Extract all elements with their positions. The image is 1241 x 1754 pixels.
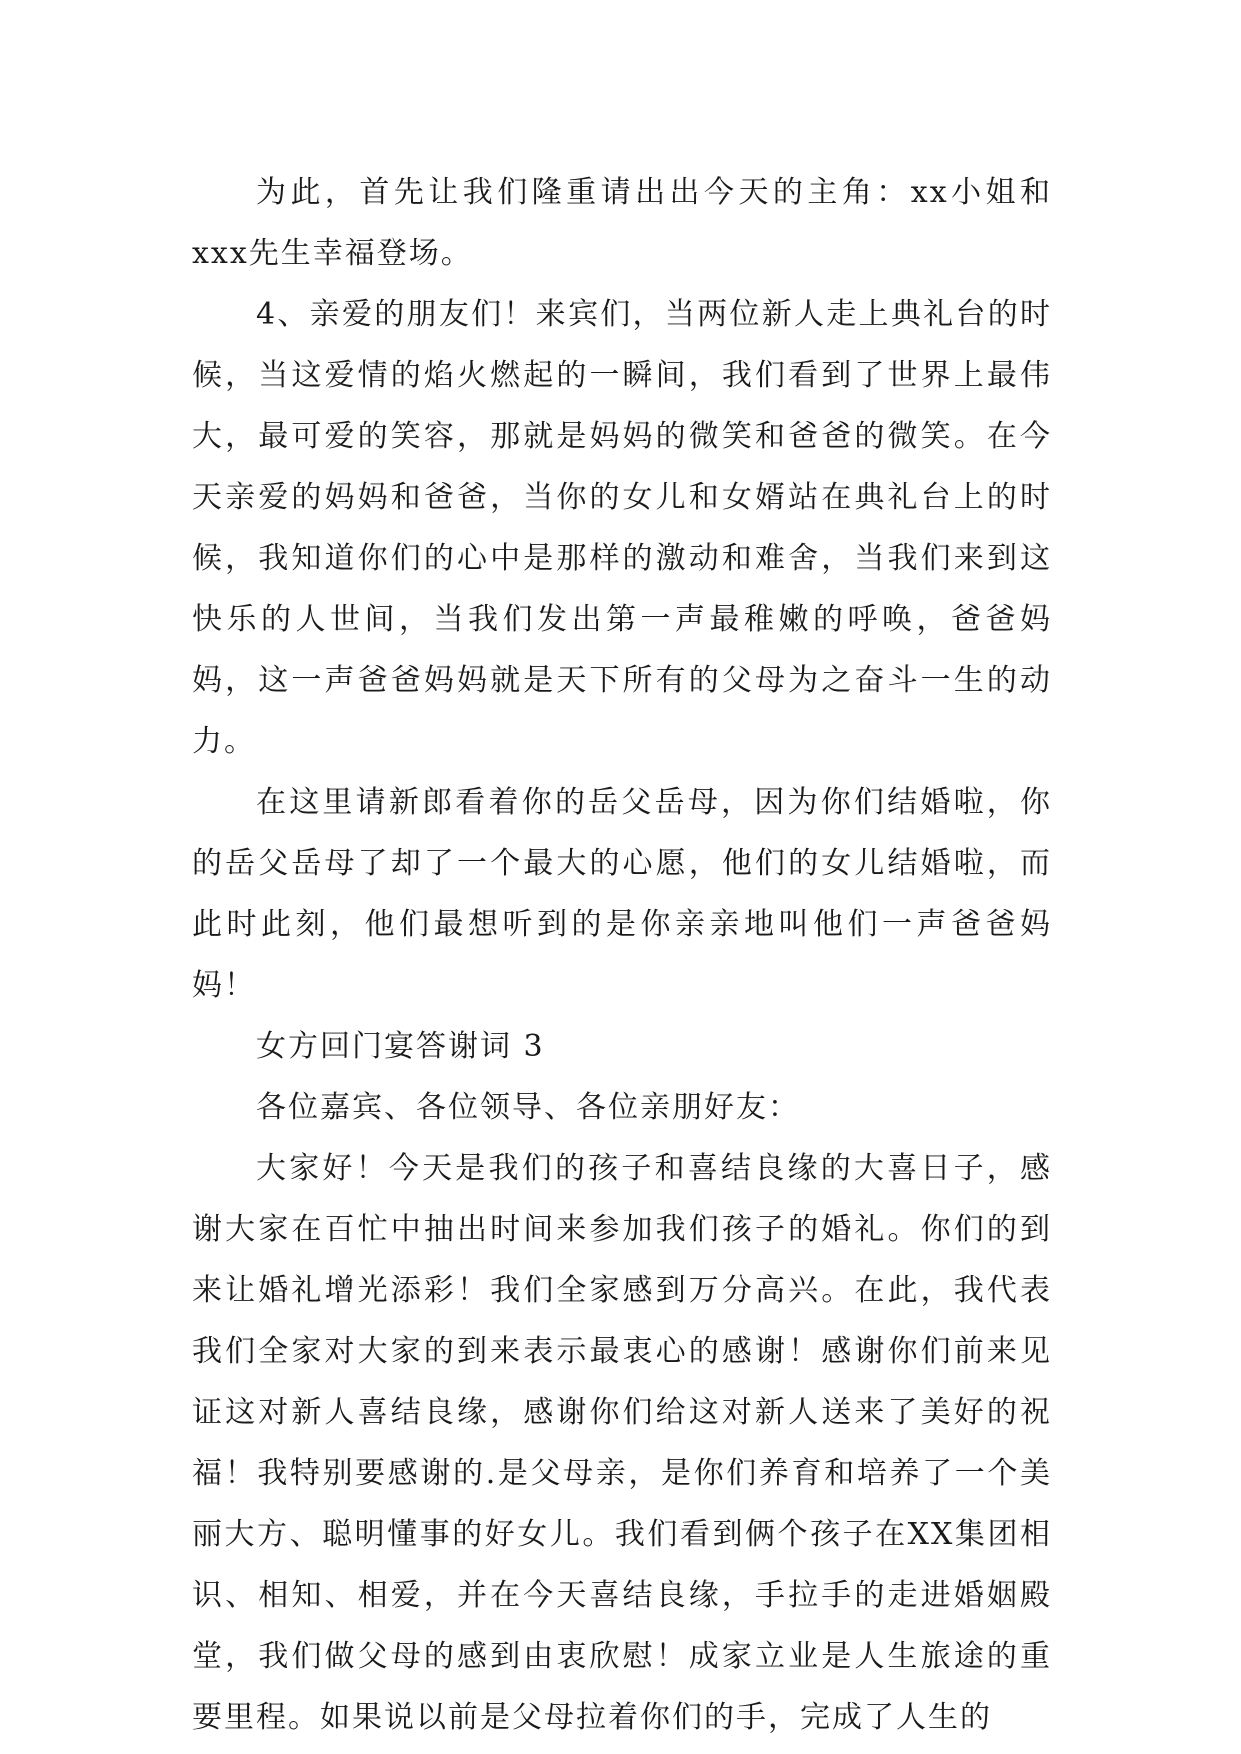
document-body	[192, 162, 1052, 1748]
paragraph-thanks: 大家好！今天是我们的孩子和喜结良缘的大喜日子，感谢大家在百忙中抽出时间来参加我们孩子的婚礼。你们的到来让婚礼增光添彩！我们全家感到万分高兴。在此，我代表我们全家对大家的到来表示最衷心的感谢！感谢你们前来见证这对新人喜结良缘，感谢你们给这对新人送来了美好的祝福！我特别要感谢的.是父母亲，是你们养育和培养了一个美丽大方、聪明懂事的好女儿。我们看到俩个孩子在XX集团相识、相知、相爱，并在今天喜结良缘，手拉手的走进婚姻殿堂，我们做父母的感到由衷欣慰！成家立业是人生旅途的重要里程。如果说以前是父母拉着你们的手，完成了人生的	[192, 1151, 1052, 1735]
paragraph-groom-address: 在这里请新郎看着你的岳父岳母，因为你们结婚啦，你的岳父岳母了却了一个最大的心愿，他们的女儿结婚啦，而此时此刻，他们最想听到的是你亲亲地叫他们一声爸爸妈妈！	[192, 785, 1052, 1003]
paragraph-intro: 为此，首先让我们隆重请出出今天的主角：xx小姐和xxx先生幸福登场。	[192, 175, 1052, 271]
greeting-line: 各位嘉宾、各位领导、各位亲朋好友：	[256, 1090, 800, 1125]
paragraph-parents-speech: 4、亲爱的朋友们！来宾们，当两位新人走上典礼台的时候，当这爱情的焰火燃起的一瞬间，我们看到了世界上最伟大，最可爱的笑容，那就是妈妈的微笑和爸爸的微笑。在今天亲爱的妈妈和爸爸，当你的女儿和女婿站在典礼台上的时候，我知道你们的心中是那样的激动和难舍，当我们来到这快乐的人世间，当我们发出第一声最稚嫩的呼唤，爸爸妈妈，这一声爸爸妈妈就是天下所有的父母为之奋斗一生的动力。	[192, 297, 1052, 759]
section-title: 女方回门宴答谢词 3	[256, 1029, 545, 1064]
